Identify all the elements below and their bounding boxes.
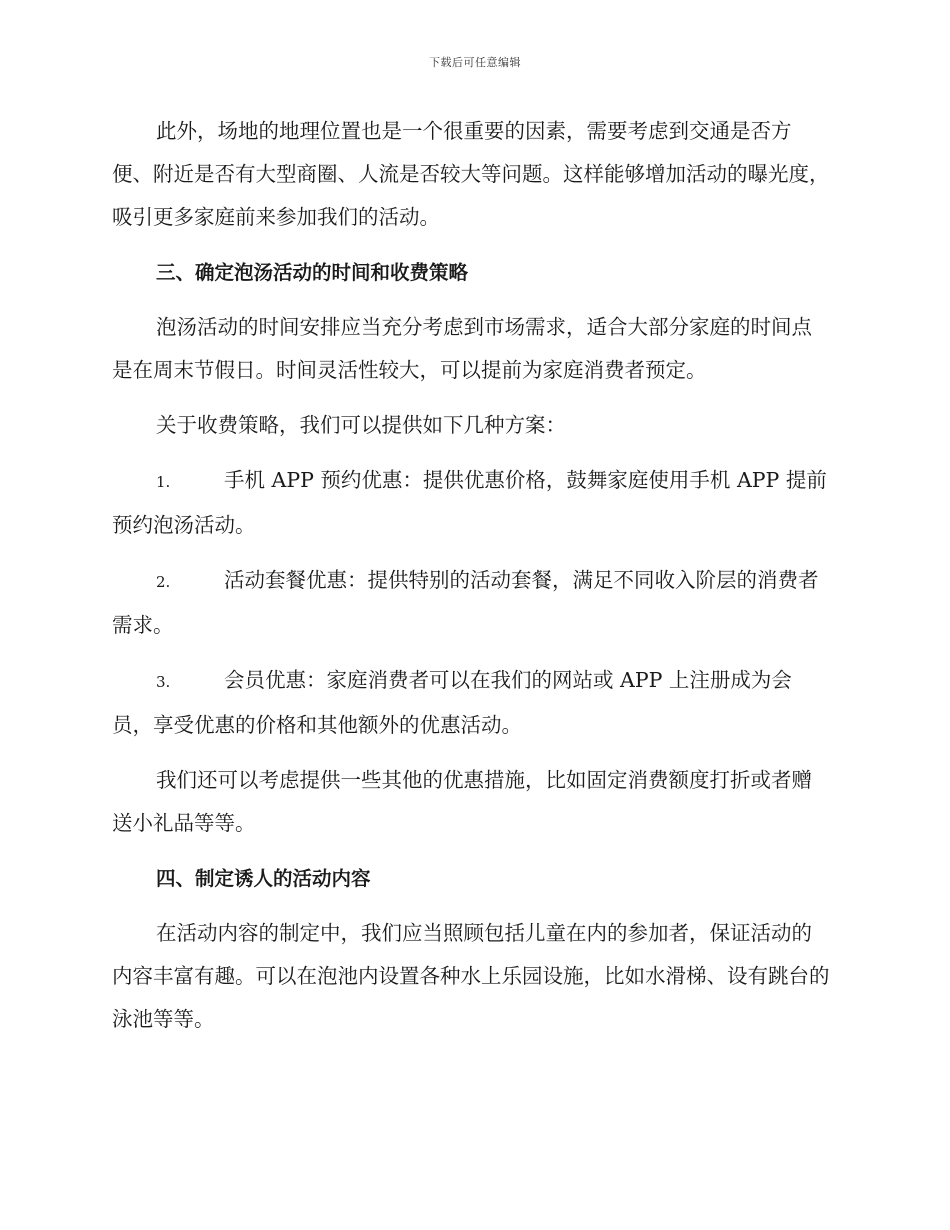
paragraph-location: 此外，场地的地理位置也是一个很重要的因素，需要考虑到交通是否方便、附近是否有大型商圈、人流是否较大等问题。这样能够增加活动的曝光度，吸引更多家庭前来参加我们的活动。 <box>112 119 830 229</box>
list-item <box>112 559 832 647</box>
list-item-number: 2. <box>156 573 171 591</box>
list-item-text: 手机 APP 预约优惠：提供优惠价格，鼓舞家庭使用手机 APP 提前预约泡汤活动。 <box>112 468 827 537</box>
list-item-number: 1. <box>156 473 171 491</box>
page-header: 下载后可任意编辑 <box>429 56 521 69</box>
paragraph-timing: 泡汤活动的时间安排应当充分考虑到市场需求，适合大部分家庭的时间点是在周末节假日。时间灵活性较大，可以提前为家庭消费者预定。 <box>112 315 812 382</box>
paragraph-pricing-intro: 关于收费策略，我们可以提供如下几种方案： <box>156 413 566 437</box>
section-heading-3: 三、确定泡汤活动的时间和收费策略 <box>156 261 469 284</box>
document-body <box>112 110 832 1053</box>
list-item <box>112 659 832 747</box>
list-item-text: 活动套餐优惠：提供特别的活动套餐，满足不同收入阶层的消费者需求。 <box>112 568 819 637</box>
list-item-text: 会员优惠：家庭消费者可以在我们的网站或 APP 上注册成为会员，享受优惠的价格和其他额外的优惠活动。 <box>112 668 792 737</box>
paragraph-activities: 在活动内容的制定中，我们应当照顾包括儿童在内的参加者，保证活动的内容丰富有趣。可以在泡池内设置各种水上乐园设施，比如水滑梯、设有跳台的泳池等等。 <box>112 921 830 1031</box>
paragraph-other-offers: 我们还可以考虑提供一些其他的优惠措施，比如固定消费额度打折或者赠送小礼品等等。 <box>112 768 812 835</box>
list-item-number: 3. <box>156 673 171 691</box>
section-heading-4: 四、制定诱人的活动内容 <box>156 867 371 890</box>
list-item <box>112 459 832 547</box>
